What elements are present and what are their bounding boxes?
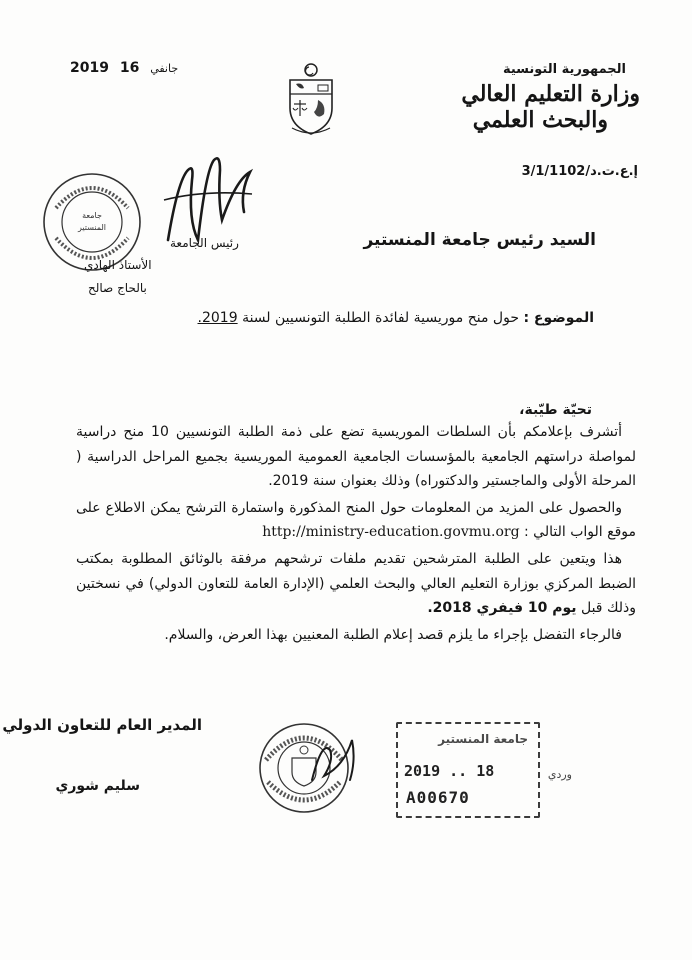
registry-label: وردي (547, 768, 572, 781)
tunisia-emblem-icon (282, 58, 340, 138)
closing-paragraph: فالرجاء التفضل بإجراء ما يلزم قصد إعلام الطلبة المعنيين بهذا العرض، والسلام. (164, 626, 622, 643)
letter-body (76, 420, 636, 647)
body-paragraph-3 (76, 547, 636, 621)
letter-date (70, 60, 184, 76)
ministry-name-line1: وزارة التعليم العالي (461, 81, 640, 107)
republic-label: الجمهورية التونسية (502, 62, 626, 77)
date-day: 16 (119, 60, 140, 76)
website-link[interactable]: http://ministry-education.govmu.org (262, 524, 520, 541)
subject-line (198, 310, 594, 326)
registry-header: جامعة المنستير (438, 732, 528, 746)
body-paragraph-1: أتشرف بإعلامكم بأن السلطات الموريسية تضع على ذمة الطلبة التونسيين 10 منح دراسية لمواصلة دراستهم الجامعية بالمؤسسات الجامعية العمومية الموريسية بجميع المراحل الدراسية ( المرحلة الأولى والماجستير والدكتوراه) وذلك بعنوان سنة 2019. (76, 424, 636, 490)
deadline-text: يوم 10 فيفري 2018. (427, 600, 577, 617)
ministry-name-line2: والبحث العلمي (472, 107, 608, 133)
reference-number: إ.ع.ت.د/3/1/1102 (521, 164, 638, 179)
registry-stamp (396, 722, 572, 818)
svg-text:المنستير: المنستير (77, 223, 107, 232)
subject-text: حول منح موريسية لفائدة الطلبة التونسيين لسنة (242, 310, 519, 326)
greeting: تحيّة طيّبة، (519, 402, 592, 418)
president-name: بالحاج صالح (88, 281, 147, 295)
date-month: جانفي (150, 62, 179, 75)
director-name: سليم شوري (55, 778, 140, 794)
director-signature-icon (306, 730, 366, 800)
director-title: المدير العام للتعاون الدولي (2, 716, 202, 734)
ministry-header (420, 62, 640, 133)
body-paragraph-2 (76, 496, 636, 545)
paragraph-3-text: هذا ويتعين على الطلبة المترشحين تقديم ملفات ترشحهم مرفقة بالوثائق المطلوبة بمكتب الضبط المركزي بوزارة التعليم العالي والبحث العلمي (الإدارة العامة للتعاون الدولي) في نسختين وذلك قبل (76, 550, 636, 617)
president-name-prefix: الأستاذ الهادي (84, 258, 152, 272)
registry-number: A00670 (406, 788, 470, 807)
svg-text:جامعة: جامعة (82, 211, 102, 220)
registry-date: 2019 .. 18 (404, 762, 495, 780)
president-title: رئيس الجامعة (170, 236, 239, 250)
addressee: السيد رئيس جامعة المنستير (363, 230, 596, 250)
paragraph-2-text: والحصول على المزيد من المعلومات حول المنح المذكورة واستمارة الترشح يمكن الاطلاع على موقع الواب التالي : (76, 499, 636, 541)
date-year: 2019 (70, 60, 109, 76)
subject-year: 2019. (197, 310, 238, 326)
subject-label: الموضوع : (523, 310, 594, 326)
